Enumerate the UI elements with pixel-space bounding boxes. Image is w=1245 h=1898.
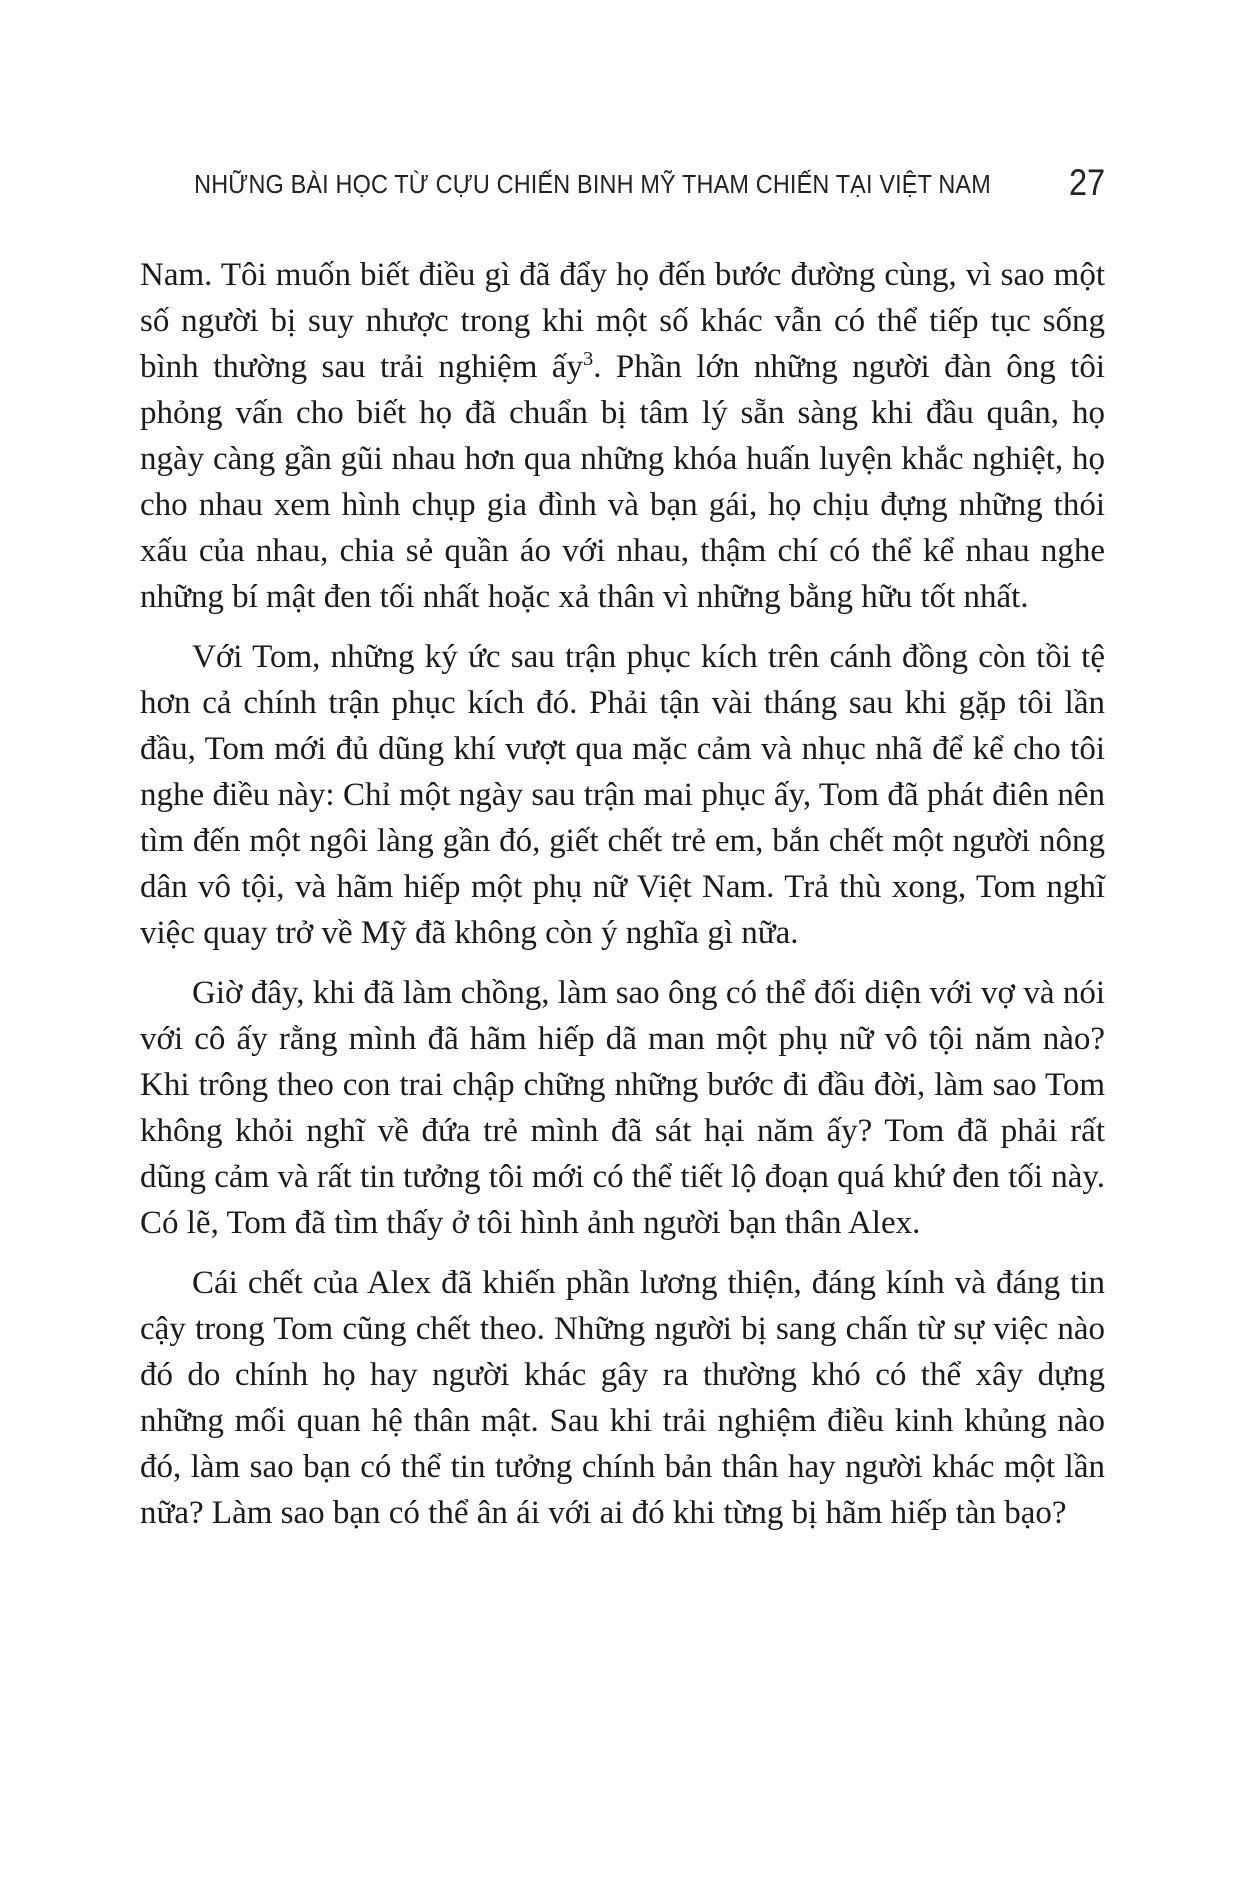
paragraph-1-text-before-footnote: Nam. Tôi muốn biết điều gì đã đẩy họ đến bước đường cùng, vì sao một số người bị suy nhược trong khi một số khác vẫn có thể tiếp tục sống bình thường sau trải nghiệm ấy: [140, 257, 1105, 385]
paragraph-1-text-after-footnote: . Phần lớn những người đàn ông tôi phỏng vấn cho biết họ đã chuẩn bị tâm lý sẵn sàng khi đầu quân, họ ngày càng gần gũi nhau hơn qua những khóa huấn luyện khắc nghiệt, họ cho nhau xem hình chụp gia đình và bạn gái, họ chịu đựng những thói xấu của nhau, chia sẻ quần áo với nhau, thậm chí có thể kể nhau nghe những bí mật đen tối nhất hoặc xả thân vì những bằng hữu tốt nhất.: [140, 349, 1105, 615]
running-head-title: NHỮNG BÀI HỌC TỪ CỰU CHIẾN BINH MỸ THAM CHIẾN TẠI VIỆT NAM: [194, 169, 991, 199]
body-text-block: [140, 252, 1105, 1550]
page-number: 27: [1068, 162, 1105, 203]
running-head: [140, 162, 1105, 206]
paragraph-2: Với Tom, những ký ức sau trận phục kích trên cánh đồng còn tồi tệ hơn cả chính trận phục kích đó. Phải tận vài tháng sau khi gặp tôi lần đầu, Tom mới đủ dũng khí vượt qua mặc cảm và nhục nhã để kể cho tôi nghe điều này: Chỉ một ngày sau trận mai phục ấy, Tom đã phát điên nên tìm đến một ngôi làng gần đó, giết chết trẻ em, bắn chết một người nông dân vô tội, và hãm hiếp một phụ nữ Việt Nam. Trả thù xong, Tom nghĩ việc quay trở về Mỹ đã không còn ý nghĩa gì nữa.: [140, 639, 1105, 951]
paragraph-1: [140, 252, 1105, 620]
paragraph-4: Cái chết của Alex đã khiến phần lương thiện, đáng kính và đáng tin cậy trong Tom cũng chết theo. Những người bị sang chấn từ sự việc nào đó do chính họ hay người khác gây ra thường khó có thể xây dựng những mối quan hệ thân mật. Sau khi trải nghiệm điều kinh khủng nào đó, làm sao bạn có thể tin tưởng chính bản thân hay người khác một lần nữa? Làm sao bạn có thể ân ái với ai đó khi từng bị hãm hiếp tàn bạo?: [140, 1265, 1105, 1531]
footnote-reference-3: 3: [582, 348, 594, 370]
paragraph-3: Giờ đây, khi đã làm chồng, làm sao ông có thể đối diện với vợ và nói với cô ấy rằng mình đã hãm hiếp dã man một phụ nữ vô tội năm nào? Khi trông theo con trai chập chững những bước đi đầu đời, làm sao Tom không khỏi nghĩ về đứa trẻ mình đã sát hại năm ấy? Tom đã phải rất dũng cảm và rất tin tưởng tôi mới có thể tiết lộ đoạn quá khứ đen tối này. Có lẽ, Tom đã tìm thấy ở tôi hình ảnh người bạn thân Alex.: [140, 975, 1105, 1241]
